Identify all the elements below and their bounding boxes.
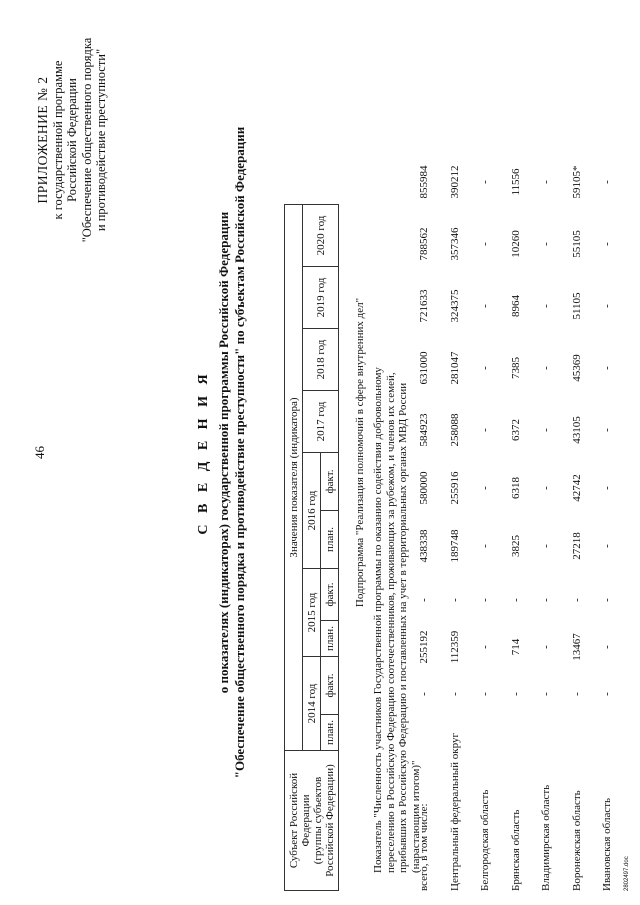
row-label: Владимирская область [540,784,552,891]
table-cell: 3825 [509,535,522,557]
table-cell: - [601,544,613,548]
table-cell: 6372 [509,419,522,441]
subject-column-header [285,751,339,891]
table-cell: - [448,598,461,602]
table-cell: - [601,242,613,246]
table-cell: 189748 [448,529,461,563]
table-cell: 10260 [509,230,522,258]
table-cell: 390212 [448,165,461,199]
table-cell: - [601,304,613,308]
table-cell: 258088 [448,413,461,447]
table-cell: - [479,544,491,548]
subprogram-title: Подпрограмма "Реализация полномочий в сфере внутренних дел" [354,297,366,608]
footer-doc-code: 2802497.doc [624,856,630,891]
table-cell: 255192 [418,630,430,664]
table-cell: 255916 [448,471,461,505]
row-label: Ивановская область [601,797,613,891]
table-cell: - [479,242,491,246]
fact-header: факт. [321,657,339,715]
appendix-line: к государственной программе [50,60,65,220]
table-cell: 51105 [570,292,583,320]
subject-header-line: Субъект Российской Федерации [287,772,312,869]
table-cell: 714 [509,638,522,656]
table-cell: 721633 [418,289,430,323]
table-cell: 27218 [570,532,583,560]
table-cell: - [601,428,613,432]
table-cell: 584923 [418,413,430,447]
table-cell: - [509,598,522,602]
table-cell: - [540,366,552,370]
year-header: 2019 год [303,267,339,329]
table-cell: 11556 [509,168,522,196]
values-header: Значения показателя (индикатора) [285,205,303,751]
table-cell: 13467 [570,633,583,661]
table-cell: - [448,692,461,696]
year-header: 2015 год [303,569,321,657]
document-subtitle-program: "Обеспечение общественного порядка и противодействие преступности" по субъектам Российской Федерации [232,126,247,779]
year-header: 2018 год [303,329,339,391]
row-label: Брянская область [509,809,522,891]
year-header: 2017 год [303,391,339,453]
table-cell: 788562 [418,227,430,261]
fact-header: факт. [321,569,339,621]
table-cell: - [570,692,583,696]
appendix-line: и противодействие преступности" [94,48,108,232]
table-cell: 631000 [418,351,430,385]
table-cell: - [479,486,491,490]
table-cell: 43105 [570,416,583,444]
table-cell: - [601,692,613,696]
table-cell: 8964 [509,295,522,317]
table-cell: 112359 [448,630,461,664]
table-cell: 55105 [570,230,583,258]
table-cell: - [479,692,491,696]
appendix-line: Российской Федерации [65,78,79,202]
table-cell: - [601,598,613,602]
table-cell: 45369 [570,354,583,382]
table-cell: - [418,692,430,696]
table-cell: 6318 [509,477,522,499]
table-cell: - [540,645,552,649]
indicator-description: Показатель "Численность участников Государственной программы по оказанию содействия добровольному переселению в Российскую Федерацию соотечественников, проживающих за рубежом, и членов их семей, прибывших в Российскую Федерацию и поставленных на учет в территориальных органах МВД России (нарастающим итогом)" [372,367,422,873]
table-cell: 357346 [448,227,461,261]
table-cell: 59105* [570,165,583,199]
year-header: 2016 год [303,453,321,569]
table-cell: - [540,304,552,308]
table-cell: - [540,598,552,602]
document-subtitle: о показателях (индикаторах) государственной программы Российской Федерации [216,211,231,694]
row-label: Белгородская область [479,789,491,891]
table-cell: - [601,486,613,490]
appendix-line: "Обеспечение общественного порядка [79,37,94,243]
year-header: 2020 год [303,205,339,267]
table-cell: - [479,645,491,649]
table-cell: - [601,366,613,370]
subject-header-line: (группы субъектов [311,776,324,865]
table-cell: 42742 [570,474,583,502]
table-cell: 7385 [509,357,522,379]
table-cell: - [479,180,491,184]
plan-header: план. [321,715,339,751]
fact-header: факт. [321,453,339,511]
plan-header: план. [321,511,339,569]
table-cell: - [479,428,491,432]
table-cell: - [540,242,552,246]
appendix-heading: ПРИЛОЖЕНИЕ № 2 [35,76,50,204]
table-cell: 580000 [418,471,430,505]
table-cell: 324375 [448,289,461,323]
indicator-table-header [284,204,339,891]
table-cell: - [479,598,491,602]
table-cell: - [540,544,552,548]
year-header: 2014 год [303,657,321,751]
table-cell: - [601,645,613,649]
row-label: Центральный федеральный округ [448,732,461,891]
table-cell: - [479,304,491,308]
table-cell: 438338 [418,529,430,563]
table-cell: - [479,366,491,370]
plan-header: план. [321,621,339,657]
table-cell: - [540,428,552,432]
subject-header-line: Российской Федерации) [323,764,336,877]
table-cell: 281047 [448,351,461,385]
table-cell: - [540,692,552,696]
table-cell: - [509,692,522,696]
table-cell: - [540,180,552,184]
row-label: Воронежская область [570,790,583,891]
appendix-block [36,15,109,265]
table-cell: - [601,180,613,184]
table-cell: - [540,486,552,490]
row-label: всего, в том числе: [418,803,430,891]
table-cell: - [418,598,430,602]
document-title: С В Е Д Е Н И Я [196,370,211,535]
table-cell: 855984 [418,165,430,199]
table-cell: - [570,598,583,602]
page-number: 46 [32,446,47,459]
